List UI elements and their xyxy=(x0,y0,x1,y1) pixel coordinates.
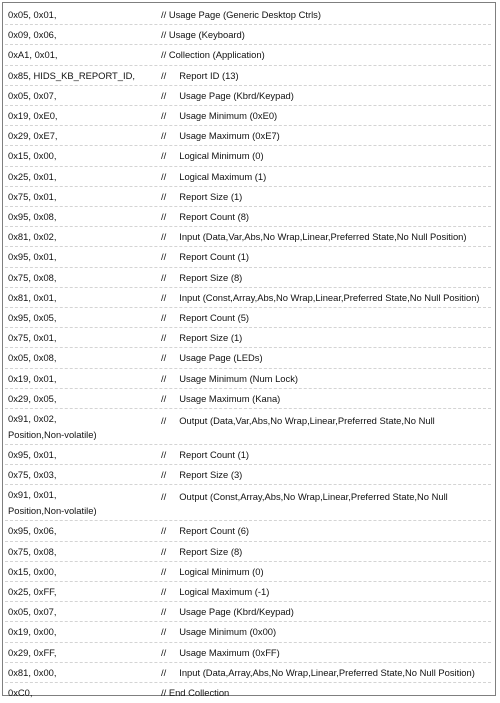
comment-text: // Report Size (3) xyxy=(161,469,243,481)
comment-text: // Input (Data,Var,Abs,No Wrap,Linear,Preferred State,No Null Position) xyxy=(161,231,467,243)
descriptor-line xyxy=(3,521,497,541)
comment-text: // Report Count (1) xyxy=(161,251,250,263)
hex-value: 0x15, 0x00, xyxy=(8,565,57,577)
descriptor-line xyxy=(3,106,497,126)
descriptor-line xyxy=(3,288,497,308)
hex-value: 0x91, 0x01, xyxy=(8,489,57,501)
hex-value: 0x95, 0x06, xyxy=(8,525,57,537)
hex-value: 0x95, 0x01, xyxy=(8,251,57,263)
comment-text: // Report Size (8) xyxy=(161,545,243,557)
comment-text: // Usage Maximum (0xFF) xyxy=(161,646,280,658)
comment-text: // End Collection xyxy=(161,687,230,698)
descriptor-line xyxy=(3,247,497,267)
hex-value: 0x95, 0x08, xyxy=(8,211,57,222)
descriptor-line xyxy=(3,542,497,562)
comment-text: // Logical Maximum (1) xyxy=(161,170,267,182)
hex-value: 0x75, 0x03, xyxy=(8,469,57,481)
descriptor-line xyxy=(3,66,497,86)
comment-text: // Usage (Keyboard) xyxy=(161,29,245,41)
hex-value: 0x29, 0xFF, xyxy=(8,646,57,658)
comment-text: // Report Size (1) xyxy=(161,332,243,344)
hex-value: 0x75, 0x01, xyxy=(8,190,57,202)
hex-value: 0x09, 0x06, xyxy=(8,29,57,41)
hex-value: 0x05, 0x08, xyxy=(8,352,57,364)
descriptor-line xyxy=(3,602,497,622)
comment-text: // Report Count (1) xyxy=(161,449,250,460)
comment-text: // Usage Maximum (Kana) xyxy=(161,392,281,404)
hex-value: 0x19, 0x00, xyxy=(8,626,57,638)
hex-value: 0x75, 0x08, xyxy=(8,271,57,283)
hex-value: 0x75, 0x01, xyxy=(8,332,57,344)
hex-value: 0x05, 0x07, xyxy=(8,89,57,101)
hex-value: 0x19, 0xE0, xyxy=(8,110,58,121)
comment-text: // Usage Page (Generic Desktop Ctrls) xyxy=(161,9,321,20)
descriptor-line xyxy=(3,5,497,25)
descriptor-line xyxy=(3,389,497,409)
descriptor-line xyxy=(3,207,497,227)
descriptor-line xyxy=(3,409,497,445)
descriptor-line xyxy=(3,308,497,328)
descriptor-line xyxy=(3,445,497,465)
descriptor-line xyxy=(3,86,497,106)
hex-value: 0x29, 0xE7, xyxy=(8,130,58,142)
comment-text: // Output (Data,Var,Abs,No Wrap,Linear,Preferred State,No Null xyxy=(161,415,435,426)
descriptor-line xyxy=(3,187,497,207)
comment-text: // Usage Maximum (0xE7) xyxy=(161,130,280,142)
hex-value: 0x81, 0x00, xyxy=(8,666,57,678)
hex-value: 0x81, 0x01, xyxy=(8,291,57,303)
descriptor-line xyxy=(3,167,497,187)
descriptor-line xyxy=(3,582,497,602)
comment-text: // Report ID (13) xyxy=(161,69,239,81)
hex-value: 0x05, 0x07, xyxy=(8,606,57,618)
descriptor-line xyxy=(3,126,497,146)
comment-continuation: Position,Non-volatile) xyxy=(8,429,97,440)
comment-text: // Output (Const,Array,Abs,No Wrap,Linear,Preferred State,No Null xyxy=(161,491,448,503)
comment-text: // Collection (Application) xyxy=(161,49,265,61)
comment-text: // Usage Minimum (Num Lock) xyxy=(161,372,299,384)
hex-value: 0x85, HIDS_KB_REPORT_ID, xyxy=(8,69,135,81)
descriptor-line xyxy=(3,683,497,703)
hex-value: 0x95, 0x01, xyxy=(8,449,57,460)
hex-value: 0x75, 0x08, xyxy=(8,545,57,557)
comment-text: // Input (Const,Array,Abs,No Wrap,Linear,Preferred State,No Null Position) xyxy=(161,291,480,303)
descriptor-line xyxy=(3,562,497,582)
hex-value: 0x05, 0x01, xyxy=(8,9,57,20)
hex-value: 0x25, 0xFF, xyxy=(8,586,57,597)
comment-text: // Report Size (1) xyxy=(161,190,243,202)
comment-text: // Usage Minimum (0xE0) xyxy=(161,110,278,121)
comment-text: // Report Size (8) xyxy=(161,271,243,283)
descriptor-line xyxy=(3,268,497,288)
descriptor-line xyxy=(3,369,497,389)
descriptor-line xyxy=(3,643,497,663)
descriptor-line xyxy=(3,348,497,368)
hex-value: 0xC0, xyxy=(8,687,33,698)
descriptor-line xyxy=(3,663,497,683)
comment-text: // Usage Page (LEDs) xyxy=(161,352,263,364)
hex-value: 0xA1, 0x01, xyxy=(8,49,58,61)
descriptor-line xyxy=(3,146,497,166)
descriptor-line xyxy=(3,45,497,65)
comment-text: // Usage Page (Kbrd/Keypad) xyxy=(161,606,294,618)
comment-text: // Usage Minimum (0x00) xyxy=(161,626,277,638)
descriptor-line xyxy=(3,227,497,247)
comment-text: // Logical Minimum (0) xyxy=(161,565,264,577)
hex-value: 0x29, 0x05, xyxy=(8,392,57,404)
descriptor-line xyxy=(3,485,497,521)
hex-value: 0x81, 0x02, xyxy=(8,231,57,243)
hex-value: 0x25, 0x01, xyxy=(8,170,57,182)
comment-text: // Report Count (8) xyxy=(161,211,250,222)
comment-text: // Usage Page (Kbrd/Keypad) xyxy=(161,89,294,101)
hex-value: 0x19, 0x01, xyxy=(8,372,57,384)
comment-text: // Input (Data,Array,Abs,No Wrap,Linear,Preferred State,No Null Position) xyxy=(161,666,475,678)
comment-text: // Report Count (6) xyxy=(161,525,250,537)
hex-value: 0x95, 0x05, xyxy=(8,312,57,323)
hex-value: 0x91, 0x02, xyxy=(8,413,57,424)
descriptor-line xyxy=(3,328,497,348)
comment-continuation: Position,Non-volatile) xyxy=(8,505,97,517)
descriptor-line xyxy=(3,25,497,45)
comment-text: // Logical Minimum (0) xyxy=(161,150,264,162)
descriptor-line xyxy=(3,465,497,485)
descriptor-line xyxy=(3,622,497,642)
comment-text: // Logical Maximum (-1) xyxy=(161,586,270,597)
hid-report-descriptor-listing xyxy=(2,2,496,696)
comment-text: // Report Count (5) xyxy=(161,312,250,323)
hex-value: 0x15, 0x00, xyxy=(8,150,57,162)
